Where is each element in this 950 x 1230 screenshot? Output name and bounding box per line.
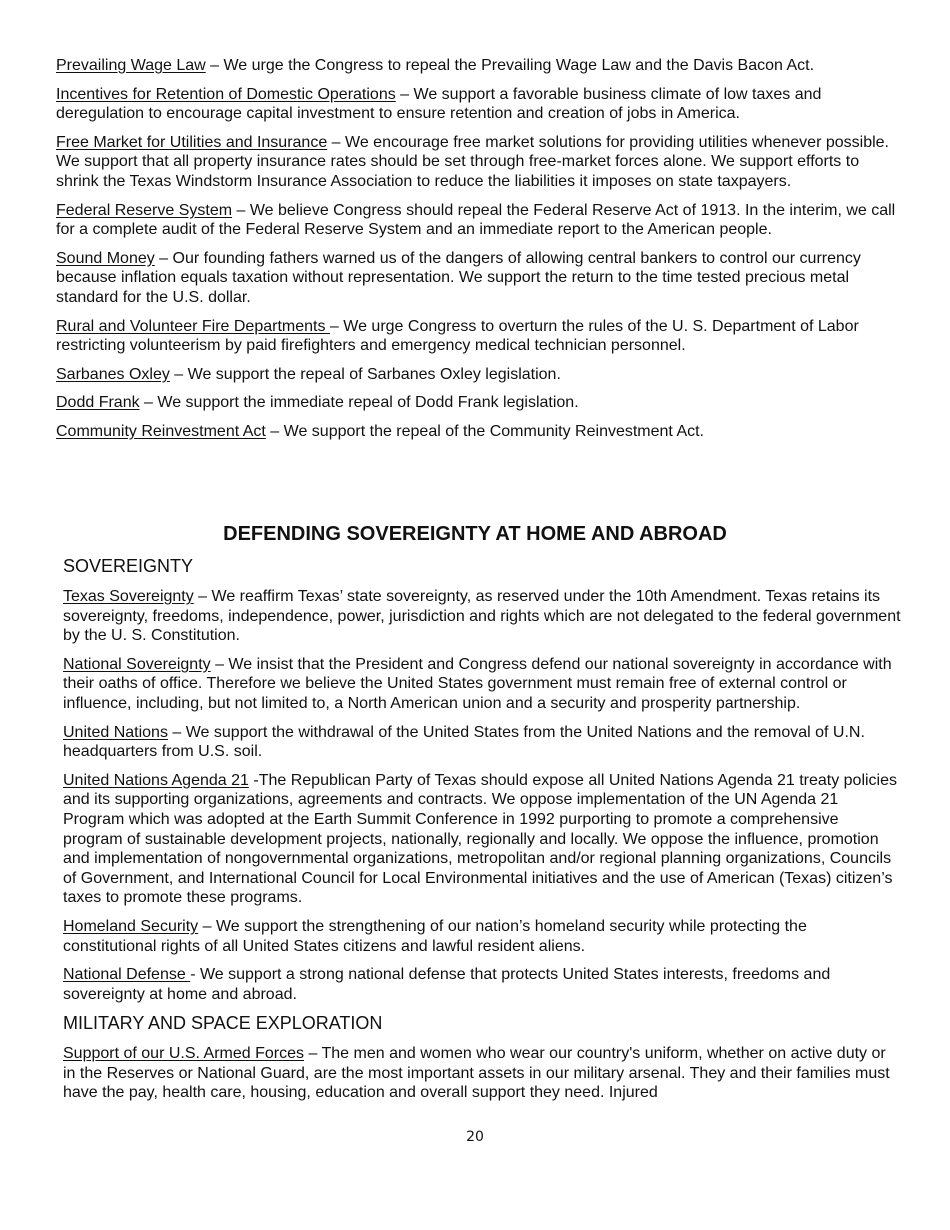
economy-item xyxy=(56,56,901,76)
item-term: Incentives for Retention of Domestic Operations xyxy=(56,85,396,103)
main-heading: DEFENDING SOVEREIGNTY AT HOME AND ABROAD xyxy=(223,523,727,545)
item-text: – We support a favorable business climate of low taxes and deregulation to encourage capital investment to ensure retention and creation of jobs in America. xyxy=(56,85,822,123)
item-text: – We support the repeal of the Community Reinvestment Act. xyxy=(265,422,704,440)
economy-item xyxy=(56,133,901,192)
item-term: Texas Sovereignty xyxy=(63,588,194,605)
economy-item xyxy=(56,85,901,124)
sovereignty-item xyxy=(63,723,901,762)
item-term: Federal Reserve System xyxy=(56,201,233,219)
item-text: – We support the strengthening of our nation’s homeland security while protecting the constitutional rights of all United States citizens and lawful resident aliens. xyxy=(63,917,807,955)
item-text: – The men and women who wear our country's uniform, whether on active duty or in the Reserves or National Guard, are the most important assets in our military arsenal. They and their families must have the pay, health care, housing, education and overall support they need. Injured xyxy=(63,1045,890,1102)
sovereignty-item xyxy=(63,965,901,1004)
sovereignty-section xyxy=(63,522,901,1112)
item-text: – We believe Congress should repeal the Federal Reserve Act of 1913. In the interim, we call for a complete audit of the Federal Reserve System and an immediate report to the American people. xyxy=(56,201,896,239)
item-term: Support of our U.S. Armed Forces xyxy=(63,1045,304,1063)
item-term: Homeland Security xyxy=(63,917,199,935)
economy-section xyxy=(56,56,901,451)
item-text: – We encourage free market solutions for providing utilities whenever possible. We support that all property insurance rates should be set through free-market forces alone. We support efforts to shrink the Texas Windstorm Insurance Association to reduce the liabilities it imposes on state taxpayers. xyxy=(56,133,889,190)
item-text: – We reaffirm Texas’ state sovereignty, as reserved under the 10th Amendment. Texas retains its sovereignty, freedoms, independence, power, jurisdiction and rights which are not delegated to the federal government by the U. S. Constitution. xyxy=(63,588,901,645)
economy-item xyxy=(56,249,901,308)
sovereignty-item xyxy=(63,917,901,956)
item-term: United Nations xyxy=(63,723,168,741)
item-term: Free Market for Utilities and Insurance xyxy=(56,133,328,151)
item-text: – We urge Congress to overturn the rules of the U. S. Department of Labor restricting volunteerism by paid firefighters and emergency medical technician personnel. xyxy=(56,317,859,355)
page-number: 20 xyxy=(466,1129,484,1145)
sovereignty-item xyxy=(63,771,901,908)
military-item xyxy=(63,1044,901,1103)
military-heading: MILITARY AND SPACE EXPLORATION xyxy=(63,1013,383,1034)
item-text: - We support a strong national defense that protects United States interests, freedoms and sovereignty at home and abroad. xyxy=(63,966,831,1003)
item-text: – We support the immediate repeal of Dodd Frank legislation. xyxy=(139,394,579,412)
sovereignty-item xyxy=(63,655,901,714)
economy-item xyxy=(56,365,901,385)
item-text: – We insist that the President and Congress defend our national sovereignty in accordance with their oaths of office. Therefore we believe the United States government must remain free of external control or influence, including, but not limited to, a North American union and a security and prosperity partnership. xyxy=(63,655,892,712)
item-term: United Nations Agenda 21 xyxy=(63,771,249,789)
item-term: National Defense xyxy=(63,966,191,984)
item-term: National Sovereignty xyxy=(63,655,211,673)
item-text: – Our founding fathers warned us of the dangers of allowing central bankers to control our currency because inflation equals taxation without representation. We support the return to the time tested precious metal standard for the U.S. dollar. xyxy=(56,249,861,306)
item-text: -The Republican Party of Texas should expose all United Nations Agenda 21 treaty policies and its supporting organizations, agreements and contracts. We oppose implementation of the UN Agenda 21 Program which was adopted at the Earth Summit Conference in 1992 purporting to promote a comprehensive program of sustainable development projects, nationally, regionally and locally. We oppose the influence, promotion and implementation of nongovernmental organizations, metropolitan and/or regional planning organizations, Councils of Government, and International Council for Local Environmental initiatives and the use of American (Texas) citizen’s taxes to promote these programs. xyxy=(63,771,898,907)
sovereignty-item xyxy=(63,587,901,646)
sovereignty-heading: SOVEREIGNTY xyxy=(63,556,194,576)
item-text: – We urge the Congress to repeal the Prevailing Wage Law and the Davis Bacon Act. xyxy=(205,57,815,74)
item-text: – We support the repeal of Sarbanes Oxley legislation. xyxy=(169,365,561,383)
economy-item xyxy=(56,317,901,356)
item-term: Prevailing Wage Law xyxy=(56,57,206,74)
economy-item xyxy=(56,422,901,442)
item-term: Sarbanes Oxley xyxy=(56,365,170,383)
item-term: Dodd Frank xyxy=(56,394,140,412)
item-text: – We support the withdrawal of the United States from the United Nations and the removal of U.N. headquarters from U.S. soil. xyxy=(63,723,865,761)
item-term: Sound Money xyxy=(56,249,155,267)
item-term: Community Reinvestment Act xyxy=(56,422,266,440)
economy-item xyxy=(56,201,901,240)
item-term: Rural and Volunteer Fire Departments xyxy=(56,317,330,335)
economy-item xyxy=(56,393,901,413)
